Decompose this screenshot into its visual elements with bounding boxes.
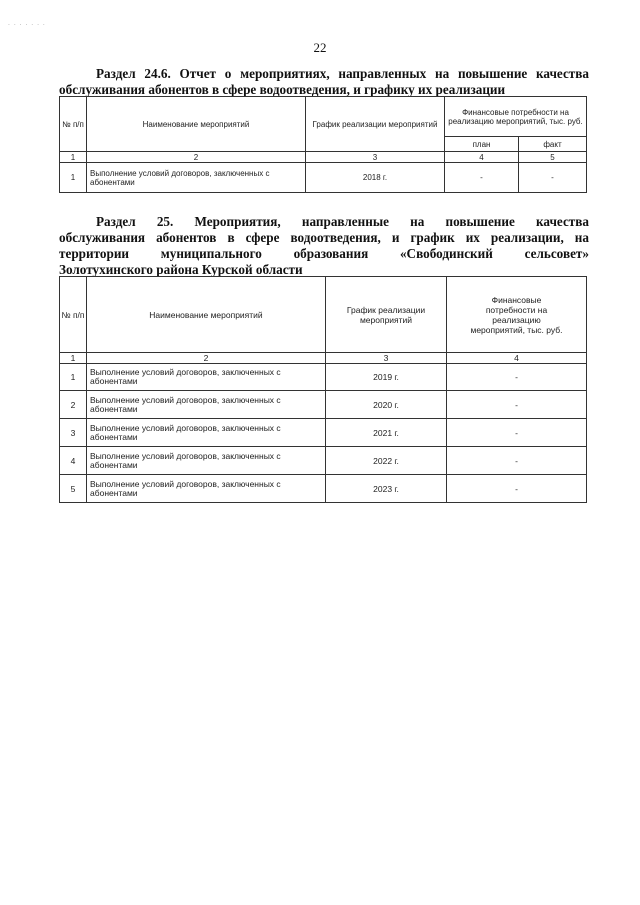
table-row bbox=[60, 364, 587, 391]
table-row bbox=[60, 163, 587, 193]
row-finance: - bbox=[447, 419, 587, 447]
row-name: Выполнение условий договоров, заключенных с абонентами bbox=[87, 163, 306, 193]
row-year: 2020 г. bbox=[326, 391, 447, 419]
section-24-6-heading bbox=[59, 66, 589, 98]
header-num: № п/п bbox=[60, 97, 87, 152]
row-finance: - bbox=[447, 391, 587, 419]
header-plan: план bbox=[445, 137, 519, 152]
index-cell: 3 bbox=[306, 152, 445, 163]
header-num: № п/п bbox=[60, 277, 87, 353]
row-name: Выполнение условий договоров, заключенных с абонентами bbox=[87, 475, 326, 503]
row-finance: - bbox=[447, 475, 587, 503]
page-number: 22 bbox=[313, 40, 327, 55]
row-num: 5 bbox=[60, 475, 87, 503]
header-schedule: График реализации мероприятий bbox=[306, 97, 445, 152]
index-row bbox=[60, 152, 587, 163]
heading-line: Раздел 24.6. Отчет о мероприятиях, направленных на повышение качества bbox=[96, 66, 589, 81]
header-schedule: График реализации мероприятий bbox=[326, 277, 447, 353]
heading-line: Золотухинского района Курской области bbox=[59, 262, 303, 277]
table-row bbox=[60, 391, 587, 419]
index-cell: 2 bbox=[87, 353, 326, 364]
table-row bbox=[60, 419, 587, 447]
header-name: Наименование мероприятий bbox=[87, 97, 306, 152]
row-name: Выполнение условий договоров, заключенных с абонентами bbox=[87, 419, 326, 447]
scan-artifact: · · · · · · · bbox=[8, 22, 46, 29]
index-cell: 5 bbox=[519, 152, 587, 163]
index-cell: 4 bbox=[447, 353, 587, 364]
row-plan: - bbox=[445, 163, 519, 193]
header-name: Наименование мероприятий bbox=[87, 277, 326, 353]
report-table bbox=[59, 96, 587, 193]
row-num: 2 bbox=[60, 391, 87, 419]
index-row bbox=[60, 353, 587, 364]
heading-line: обслуживания абонентов в сфере водоотведения, и графику их реализации bbox=[59, 82, 506, 97]
row-name: Выполнение условий договоров, заключенных с абонентами bbox=[87, 391, 326, 419]
header-finance: Финансовые потребности на реализацию мероприятий, тыс. руб. bbox=[447, 277, 587, 353]
row-finance: - bbox=[447, 447, 587, 475]
row-num: 3 bbox=[60, 419, 87, 447]
table-row bbox=[60, 475, 587, 503]
row-num: 1 bbox=[60, 364, 87, 391]
row-year: 2018 г. bbox=[306, 163, 445, 193]
index-cell: 1 bbox=[60, 353, 87, 364]
index-cell: 4 bbox=[445, 152, 519, 163]
heading-line: Раздел 25. Мероприятия, направленные на повышение качества bbox=[96, 214, 589, 229]
row-year: 2022 г. bbox=[326, 447, 447, 475]
row-num: 4 bbox=[60, 447, 87, 475]
row-name: Выполнение условий договоров, заключенных с абонентами bbox=[87, 447, 326, 475]
row-name: Выполнение условий договоров, заключенных с абонентами bbox=[87, 364, 326, 391]
header-fact: факт bbox=[519, 137, 587, 152]
heading-line: территории муниципального образования «Свободинский сельсовет» bbox=[59, 246, 589, 261]
section-25-heading bbox=[59, 214, 589, 278]
row-year: 2021 г. bbox=[326, 419, 447, 447]
row-num: 1 bbox=[60, 163, 87, 193]
row-fact: - bbox=[519, 163, 587, 193]
index-cell: 1 bbox=[60, 152, 87, 163]
row-finance: - bbox=[447, 364, 587, 391]
index-cell: 3 bbox=[326, 353, 447, 364]
row-year: 2023 г. bbox=[326, 475, 447, 503]
header-finance: Финансовые потребности на реализацию мероприятий, тыс. руб. bbox=[445, 97, 587, 137]
heading-line: обслуживания абонентов в сфере водоотведения, и график их реализации, на bbox=[59, 230, 589, 245]
index-cell: 2 bbox=[87, 152, 306, 163]
row-year: 2019 г. bbox=[326, 364, 447, 391]
table-row bbox=[60, 447, 587, 475]
plan-table bbox=[59, 276, 587, 503]
